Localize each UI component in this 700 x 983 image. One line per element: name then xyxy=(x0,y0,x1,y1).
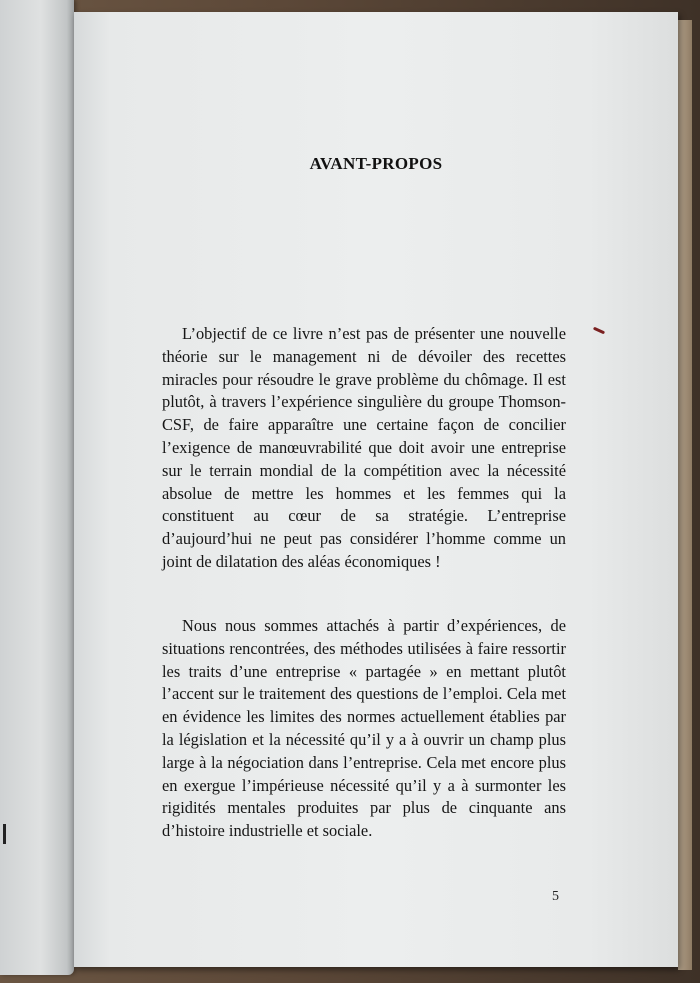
paragraph-1: L’objectif de ce livre n’est pas de présenter une nouvelle théorie sur le management ni de dévoiler des recettes miracles pour résoudre le grave problème du chômage. Il est plutôt, à travers l’expérience singulière du groupe Thomson-CSF, de faire apparaître une certaine façon de concilier l’exigence de manœuvrabilité que doit avoir une entreprise sur le terrain mondial de la compétition avec la nécessité absolue de mettre les hommes et les femmes qui la constituent au cœur de sa stratégie. L’entreprise d’aujourd’hui ne peut pas considérer l’homme comme un joint de dilatation des aléas économiques ! xyxy=(162,324,566,571)
pen-mark xyxy=(593,327,605,335)
page-stack-edge xyxy=(678,20,692,970)
page-heading: AVANT-PROPOS xyxy=(309,154,443,173)
paragraph-2: Nous nous sommes attachés à partir d’expériences, de situations rencontrées, des méthodes utilisées à faire ressortir les traits d’une entreprise « partagée » en mettant plutôt l’accent sur le traitement des questions de l’emploi. Cela met en évidence les limites des normes actuellement établies par la législation et la nécessité qu’il y a à ouvrir un champ plus large à la négociation dans l’entreprise. Cela met encore plus en exergue l’impérieuse nécessité qu’il y a à surmonter les rigidités mentales produites par plus de cinquante ans d’histoire industrielle et sociale. xyxy=(162,616,566,841)
left-page xyxy=(0,0,74,975)
book-page xyxy=(74,12,678,967)
left-page-text-fragment xyxy=(3,824,6,844)
page-number: 5 xyxy=(552,889,559,904)
